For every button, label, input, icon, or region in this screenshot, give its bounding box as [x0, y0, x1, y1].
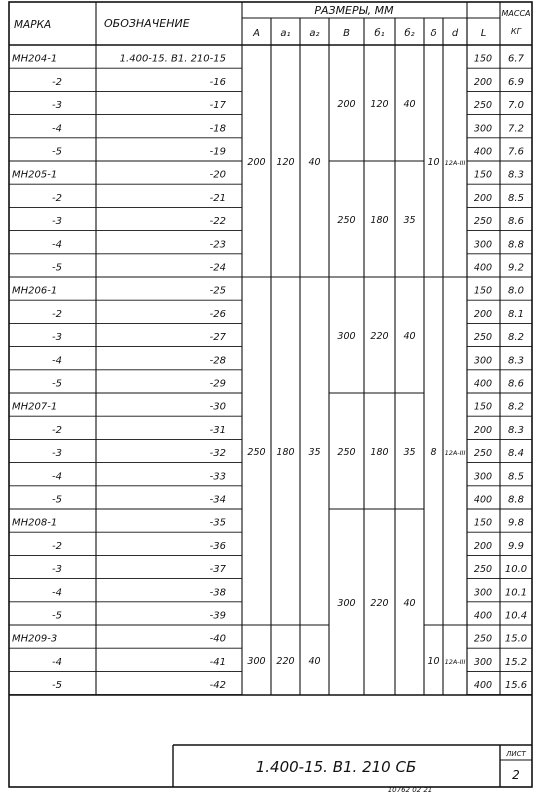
mass-cell: 10.1	[504, 587, 528, 599]
col-header-b1: б₁	[374, 28, 385, 39]
merged-a1-cell: 120	[276, 157, 295, 168]
mark-cell: -4	[52, 239, 62, 251]
table-row	[52, 541, 524, 552]
mass-cell: 15.0	[504, 633, 528, 645]
mark-cell: МН206-1	[12, 285, 58, 297]
header-mark: МАРКА	[14, 19, 52, 31]
length-cell: 150	[473, 285, 493, 297]
table-row	[52, 239, 524, 250]
designation-cell: -37	[209, 564, 226, 576]
designation-cell: -39	[209, 610, 226, 622]
merged-A-cell: 300	[247, 655, 266, 667]
designation-cell: -21	[209, 192, 226, 204]
dimension-column-headers	[252, 27, 486, 39]
merged-d-cell: 12А-III	[444, 657, 466, 666]
mass-cell: 15.2	[504, 656, 528, 668]
length-cell: 400	[473, 378, 493, 390]
mark-cell: -3	[52, 216, 62, 228]
mark-cell: МН205-1	[12, 169, 58, 181]
designation-cell: -26	[209, 308, 226, 320]
table-row	[52, 216, 524, 227]
designation-cell: -27	[209, 332, 226, 344]
merged-b2-cell: 35	[403, 447, 416, 458]
merged-b2-cell: 40	[403, 597, 416, 609]
merged-B-cell: 200	[337, 99, 356, 110]
header-designation: ОБОЗНАЧЕНИЕ	[104, 17, 190, 30]
merged-b2-cell: 35	[403, 215, 416, 226]
length-cell: 250	[473, 100, 493, 112]
mass-cell: 8.3	[508, 355, 524, 367]
merged-b1-cell: 220	[370, 331, 389, 342]
mark-cell: -5	[52, 378, 62, 390]
mark-cell: -4	[52, 471, 62, 483]
merged-b1-cell: 180	[370, 215, 389, 226]
designation-cell: -38	[209, 587, 226, 599]
drawing-code: 1.400-15. В1. 210 СБ	[255, 758, 417, 776]
designation-cell: -18	[209, 123, 226, 135]
length-cell: 250	[473, 633, 493, 645]
length-cell: 400	[473, 680, 493, 692]
col-header-A: A	[253, 28, 260, 39]
mass-cell: 7.2	[508, 123, 524, 135]
designation-cell: -32	[209, 448, 226, 460]
mark-cell: -4	[52, 587, 62, 599]
length-cell: 250	[473, 216, 493, 228]
designation-cell: 1.400-15. В1. 210-15	[119, 53, 226, 65]
length-cell: 200	[473, 192, 493, 204]
mass-cell: 8.0	[508, 285, 524, 297]
mark-cell: -2	[52, 76, 62, 88]
table-row	[52, 564, 527, 575]
table-row	[52, 309, 524, 320]
length-cell: 250	[473, 332, 493, 344]
table-body	[12, 54, 527, 691]
mark-cell: МН204-1	[12, 53, 58, 65]
col-header-a1: а₁	[280, 28, 291, 39]
length-cell: 400	[473, 262, 493, 274]
designation-cell: -34	[209, 494, 226, 506]
designation-cell: -22	[209, 216, 226, 228]
mark-cell: -2	[52, 540, 62, 552]
table-row	[12, 54, 525, 65]
merged-b1-cell: 180	[370, 447, 389, 458]
merged-a2-cell: 40	[308, 655, 321, 667]
mark-cell: -4	[52, 656, 62, 668]
table-row	[52, 332, 524, 343]
table-row	[52, 680, 527, 691]
merged-d-cell: 12А-III	[444, 159, 466, 167]
length-cell: 200	[473, 424, 493, 436]
merged-a2-cell: 40	[308, 157, 321, 168]
mark-cell: -5	[52, 262, 62, 274]
mass-cell: 8.2	[508, 401, 524, 413]
header-dimensions: РАЗМЕРЫ, ММ	[314, 4, 394, 17]
mark-cell: -3	[52, 332, 62, 344]
mass-cell: 8.3	[508, 169, 524, 181]
length-cell: 250	[473, 448, 493, 460]
merged-A-cell: 200	[247, 157, 266, 168]
length-cell: 300	[473, 239, 493, 251]
mass-cell: 6.9	[508, 76, 524, 88]
designation-cell: -20	[209, 169, 226, 181]
table-row	[52, 193, 524, 204]
mass-cell: 6.7	[508, 53, 524, 65]
table-row	[52, 77, 524, 88]
table-row	[12, 286, 524, 297]
table-row	[52, 425, 524, 436]
merged-dimension-cells	[247, 99, 465, 667]
table-row	[12, 402, 524, 413]
length-cell: 200	[473, 76, 493, 88]
mass-cell: 7.6	[508, 146, 524, 158]
length-cell: 300	[473, 656, 493, 668]
designation-cell: -35	[209, 517, 226, 529]
merged-delta-cell: 8	[430, 447, 437, 458]
length-cell: 300	[473, 355, 493, 367]
sheet-label: ЛИСТ	[506, 750, 526, 758]
mark-cell: МН207-1	[12, 401, 58, 413]
designation-cell: -28	[209, 355, 226, 367]
merged-B-cell: 250	[337, 215, 356, 226]
mark-cell: МН208-1	[12, 517, 58, 529]
mark-cell: -5	[52, 494, 62, 506]
table-row	[12, 634, 527, 645]
merged-b1-cell: 220	[370, 597, 389, 609]
mass-cell: 8.5	[508, 192, 524, 204]
merged-b1-cell: 120	[370, 99, 389, 110]
mark-cell: -3	[52, 448, 62, 460]
designation-cell: -23	[209, 239, 226, 251]
designation-cell: -40	[209, 633, 226, 645]
merged-a1-cell: 220	[276, 655, 295, 667]
designation-cell: -31	[209, 424, 226, 436]
table-row	[52, 379, 524, 390]
mark-cell: -5	[52, 146, 62, 158]
merged-b2-cell: 40	[403, 331, 416, 342]
mass-cell: 8.6	[508, 378, 524, 390]
table-row	[52, 147, 524, 158]
mass-cell: 10.0	[504, 564, 528, 576]
table-row	[52, 471, 524, 482]
length-cell: 200	[473, 540, 493, 552]
length-cell: 250	[473, 564, 493, 576]
mark-cell: -2	[52, 308, 62, 320]
col-header-B: B	[343, 28, 350, 39]
col-header-delta: δ	[430, 28, 437, 39]
mark-cell: -4	[52, 355, 62, 367]
designation-cell: -25	[209, 285, 226, 297]
col-header-d: d	[451, 28, 459, 39]
length-cell: 300	[473, 587, 493, 599]
length-cell: 300	[473, 123, 493, 135]
merged-B-cell: 250	[337, 447, 356, 458]
designation-cell: -24	[209, 262, 226, 274]
header-mass-unit: КГ	[510, 27, 522, 36]
mass-cell: 10.4	[504, 610, 528, 622]
length-cell: 150	[473, 517, 493, 529]
mark-cell: -2	[52, 424, 62, 436]
designation-cell: -19	[209, 146, 226, 158]
merged-b2-cell: 40	[403, 99, 416, 110]
col-header-b2: б₂	[404, 28, 415, 39]
mass-cell: 15.6	[504, 680, 528, 692]
table-row	[52, 587, 527, 598]
table-row	[52, 611, 527, 622]
mass-cell: 9.8	[508, 517, 524, 529]
table-row	[12, 518, 524, 529]
table-row	[52, 263, 524, 274]
designation-cell: -30	[209, 401, 226, 413]
column-dividers	[271, 18, 467, 695]
mass-cell: 8.8	[508, 239, 524, 251]
length-cell: 200	[473, 308, 493, 320]
designation-cell: -17	[209, 100, 226, 112]
designation-cell: -16	[209, 76, 226, 88]
designation-cell: -42	[209, 680, 226, 692]
col-header-L: L	[480, 28, 487, 39]
header-mass: МАССА	[501, 9, 531, 18]
merged-d-cell: 12А-III	[444, 449, 466, 457]
mark-cell: -3	[52, 100, 62, 112]
mark-cell: -3	[52, 564, 62, 576]
mass-cell: 8.1	[508, 308, 524, 320]
table-row	[52, 355, 524, 366]
mass-cell: 8.5	[508, 471, 524, 483]
merged-B-cell: 300	[337, 597, 356, 609]
merged-a1-cell: 180	[276, 447, 295, 458]
mass-cell: 8.8	[508, 494, 524, 506]
mass-cell: 8.3	[508, 424, 524, 436]
table-row	[52, 100, 524, 111]
col-header-a2: а₂	[309, 28, 320, 39]
length-cell: 400	[473, 494, 493, 506]
mass-cell: 8.4	[508, 448, 524, 460]
length-cell: 400	[473, 146, 493, 158]
length-cell: 150	[473, 401, 493, 413]
mark-cell: -4	[52, 123, 62, 135]
length-cell: 150	[473, 53, 493, 65]
footer-code: 10762 02 21	[387, 786, 433, 793]
sheet-number: 2	[512, 768, 520, 782]
merged-a2-cell: 35	[308, 447, 321, 458]
mass-cell: 9.2	[508, 262, 524, 274]
designation-cell: -33	[209, 471, 226, 483]
merged-A-cell: 250	[247, 447, 266, 458]
mass-cell: 7.0	[508, 100, 524, 112]
mass-cell: 9.9	[508, 540, 524, 552]
mark-cell: -5	[52, 610, 62, 622]
designation-cell: -41	[209, 656, 226, 668]
merged-delta-cell: 10	[427, 655, 440, 667]
mass-cell: 8.2	[508, 332, 524, 344]
mark-cell: -5	[52, 680, 62, 692]
merged-delta-cell: 10	[427, 157, 440, 168]
length-cell: 400	[473, 610, 493, 622]
mark-cell: МН209-3	[12, 633, 58, 645]
merged-B-cell: 300	[337, 331, 356, 342]
mass-cell: 8.6	[508, 216, 524, 228]
mark-cell: -2	[52, 192, 62, 204]
designation-cell: -36	[209, 540, 226, 552]
table-row	[12, 170, 524, 181]
designation-cell: -29	[209, 378, 226, 390]
length-cell: 300	[473, 471, 493, 483]
table-row	[52, 495, 524, 506]
length-cell: 150	[473, 169, 493, 181]
table-row	[52, 123, 524, 134]
